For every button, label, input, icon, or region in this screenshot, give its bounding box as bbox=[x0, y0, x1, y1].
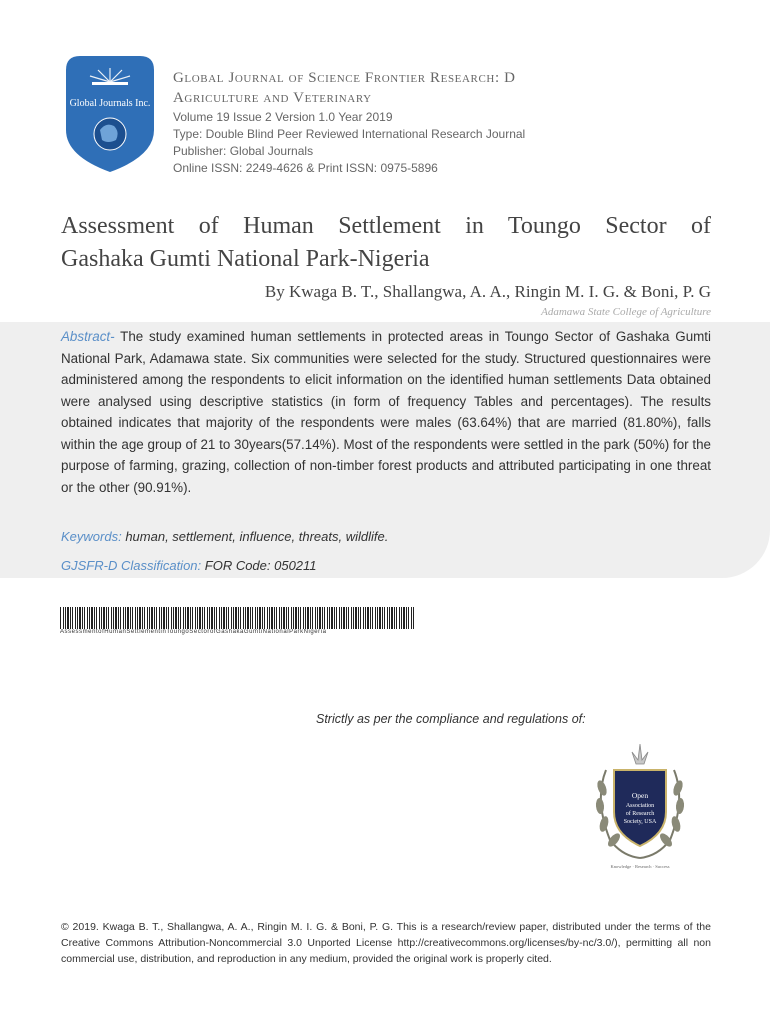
compliance-note: Strictly as per the compliance and regulations of: bbox=[316, 712, 586, 726]
seal-line-4: Society, USA bbox=[623, 819, 657, 825]
journal-name: Global Journal of Science Frontier Research: D bbox=[173, 70, 516, 86]
keywords-label: Keywords: bbox=[61, 529, 122, 544]
classification bbox=[61, 558, 317, 573]
journal-type: Type: Double Blind Peer Reviewed International Research Journal bbox=[173, 127, 526, 141]
keywords-value: human, settlement, influence, threats, wildlife. bbox=[125, 529, 389, 544]
open-association-seal bbox=[588, 740, 692, 870]
issn: Online ISSN: 2249-4626 & Print ISSN: 0975-5896 bbox=[173, 161, 438, 175]
abstract bbox=[61, 326, 711, 498]
classification-value: FOR Code: 050211 bbox=[204, 558, 317, 573]
title-line-2: Gashaka Gumti National Park-Nigeria bbox=[61, 246, 430, 272]
barcode-icon bbox=[60, 607, 415, 629]
seal-line-3: of Research bbox=[625, 811, 655, 817]
abstract-label: Abstract- bbox=[61, 329, 115, 344]
barcode-text: AssessmentofHumanSettlementinToungoSectorofGashakaGumtiNationalParkNigeria bbox=[60, 629, 327, 635]
keywords bbox=[61, 529, 388, 544]
title-line-1: Assessment of Human Settlement in Toungo Sector of bbox=[61, 213, 711, 239]
seal-line-1: Open bbox=[631, 791, 649, 800]
publisher: Publisher: Global Journals bbox=[173, 144, 314, 158]
seal-motto: Knowledge · Research · Success bbox=[610, 864, 670, 869]
affiliation: Adamawa State College of Agriculture bbox=[541, 306, 711, 318]
global-journals-logo bbox=[62, 52, 158, 176]
authors: By Kwaga B. T., Shallangwa, A. A., Ringin M. I. G. & Boni, P. G bbox=[264, 282, 711, 301]
logo-text: Global Journals Inc. bbox=[69, 98, 151, 109]
volume-info: Volume 19 Issue 2 Version 1.0 Year 2019 bbox=[173, 110, 393, 124]
seal-line-2: Association bbox=[625, 803, 655, 809]
article-title bbox=[61, 210, 711, 276]
copyright-notice: © 2019. Kwaga B. T., Shallangwa, A. A., Ringin M. I. G. & Boni, P. G. This is a research/review paper, distributed under the terms of the Creative Commons Attribution-Noncommercial 3.0 Unported License http://creativecommons.org/licenses/by-nc/3.0/), permitting all non commercial use, distribution, and reproduction in any medium, provided the original work is properly cited. bbox=[61, 921, 711, 965]
journal-subject: Agriculture and Veterinary bbox=[173, 90, 372, 106]
classification-label: GJSFR-D Classification: bbox=[61, 558, 202, 573]
abstract-text: The study examined human settlements in protected areas in Toungo Sector of Gashaka Gumti National Park, Adamawa state. Six communities were selected for the study. Structured questionnaires were administered among the respondents to elicit information on the identified human settlements Data obtained were analysed using descriptive statistics (in form of frequency Tables and percentages). The results obtained indicates that majority of the respondents were males (63.64%) that are married (81.80%), falls within the age group of 21 to 30years(57.14%). Most of the respondents were settled in the park (50%) for the purpose of farming, grazing, collection of non-timber forest products and attributed participating in one threat or the other (90.91%). bbox=[61, 329, 711, 495]
